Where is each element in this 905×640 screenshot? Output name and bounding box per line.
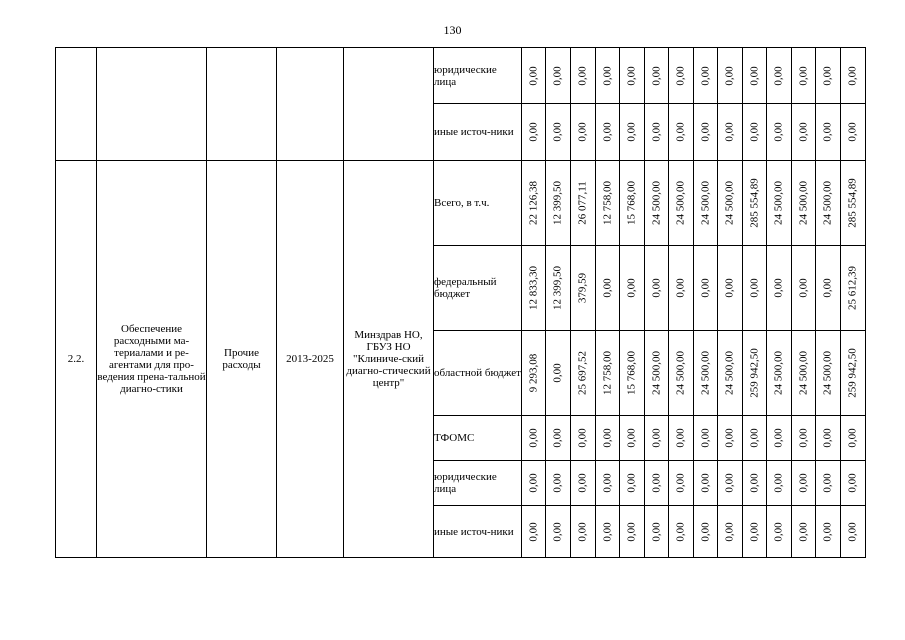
value-cell — [841, 104, 866, 161]
source-label: иные источ-ники — [434, 104, 522, 161]
value-text: 0,00 — [576, 521, 589, 542]
value-text: 0,00 — [846, 428, 859, 448]
value-cell — [792, 416, 816, 461]
value-cell — [669, 461, 694, 506]
value-text: 285 554,89 — [846, 178, 859, 228]
value-text: 0,00 — [527, 473, 539, 493]
value-text: 0,00 — [625, 428, 638, 448]
value-cell — [620, 461, 645, 506]
value-text: 0,00 — [772, 473, 785, 493]
value-cell — [522, 104, 546, 161]
value-cell — [792, 246, 816, 331]
value-cell — [596, 246, 620, 331]
value-text: 0,00 — [821, 122, 834, 142]
executor: Минздрав НО, ГБУЗ НО "Клиниче-ский диагно-стический центр" — [344, 161, 434, 558]
value-cell — [694, 161, 718, 246]
value-cell — [767, 461, 792, 506]
value-cell — [596, 104, 620, 161]
value-cell — [596, 331, 620, 416]
value-cell — [743, 104, 767, 161]
empty-cell — [97, 48, 207, 161]
value-cell — [694, 506, 718, 558]
value-text: 285 554,89 — [748, 178, 760, 228]
value-cell — [620, 331, 645, 416]
empty-cell — [207, 48, 277, 161]
value-cell — [571, 461, 596, 506]
value-text: 0,00 — [846, 473, 859, 493]
source-label: юридические лица — [434, 48, 522, 104]
value-text: 12 399,50 — [551, 181, 564, 225]
value-cell — [694, 246, 718, 331]
value-cell — [546, 104, 571, 161]
value-cell — [816, 48, 841, 104]
value-text: 0,00 — [674, 122, 687, 142]
value-text: 25 697,52 — [576, 351, 589, 395]
value-text: 0,00 — [650, 428, 662, 448]
value-cell — [596, 48, 620, 104]
value-text: 24 500,00 — [650, 351, 662, 395]
value-cell — [620, 246, 645, 331]
value-text: 24 500,00 — [723, 181, 736, 225]
value-text: 0,00 — [650, 521, 662, 542]
value-cell — [841, 161, 866, 246]
value-text: 0,00 — [551, 363, 564, 383]
value-cell — [816, 331, 841, 416]
value-cell — [694, 104, 718, 161]
value-text: 0,00 — [723, 428, 736, 448]
value-cell — [743, 506, 767, 558]
value-cell — [522, 506, 546, 558]
value-cell — [841, 331, 866, 416]
value-text: 0,00 — [576, 473, 589, 493]
value-text: 24 500,00 — [699, 181, 711, 225]
value-cell — [669, 246, 694, 331]
value-text: 0,00 — [601, 473, 613, 493]
value-text: 0,00 — [551, 122, 564, 142]
value-cell — [767, 416, 792, 461]
value-text: 0,00 — [601, 428, 613, 448]
value-cell — [816, 506, 841, 558]
value-cell — [743, 48, 767, 104]
value-text: 0,00 — [625, 122, 638, 142]
value-cell — [767, 506, 792, 558]
value-cell — [841, 506, 866, 558]
value-text: 0,00 — [797, 65, 809, 86]
value-text: 0,00 — [650, 278, 662, 298]
value-cell — [792, 506, 816, 558]
value-cell — [816, 246, 841, 331]
value-text: 24 500,00 — [821, 351, 834, 395]
value-text: 0,00 — [551, 428, 564, 448]
value-text: 0,00 — [527, 65, 539, 86]
value-text: 0,00 — [797, 473, 809, 493]
value-cell — [620, 104, 645, 161]
value-cell — [571, 48, 596, 104]
value-text: 0,00 — [723, 473, 736, 493]
value-text: 0,00 — [772, 65, 785, 86]
value-text: 0,00 — [625, 521, 638, 542]
value-text: 0,00 — [625, 278, 638, 298]
value-cell — [571, 416, 596, 461]
value-cell — [816, 161, 841, 246]
value-cell — [743, 416, 767, 461]
table-row — [56, 48, 866, 104]
value-text: 0,00 — [797, 428, 809, 448]
value-text: 24 500,00 — [674, 181, 687, 225]
value-text: 0,00 — [527, 428, 539, 448]
value-text: 12 833,30 — [527, 266, 539, 310]
value-text: 0,00 — [699, 122, 711, 142]
value-cell — [669, 48, 694, 104]
value-text: 24 500,00 — [650, 181, 662, 225]
value-cell — [718, 104, 743, 161]
value-cell — [816, 416, 841, 461]
value-text: 0,00 — [748, 428, 760, 448]
value-cell — [767, 246, 792, 331]
value-cell — [816, 461, 841, 506]
value-cell — [620, 506, 645, 558]
value-text: 0,00 — [797, 521, 809, 542]
value-text: 25 612,39 — [846, 266, 859, 310]
page-number: 130 — [443, 23, 462, 37]
value-cell — [546, 416, 571, 461]
value-cell — [522, 331, 546, 416]
value-text: 0,00 — [625, 65, 638, 86]
empty-cell — [277, 48, 344, 161]
table-row — [56, 161, 866, 246]
value-cell — [694, 461, 718, 506]
value-cell — [645, 48, 669, 104]
value-cell — [816, 104, 841, 161]
value-cell — [718, 246, 743, 331]
value-cell — [669, 161, 694, 246]
value-cell — [522, 416, 546, 461]
value-cell — [743, 331, 767, 416]
value-text: 0,00 — [772, 521, 785, 542]
value-text: 0,00 — [674, 65, 687, 86]
value-text: 0,00 — [674, 428, 687, 448]
value-cell — [546, 506, 571, 558]
value-text: 0,00 — [846, 521, 859, 542]
value-text: 15 768,00 — [625, 181, 638, 225]
value-cell — [792, 461, 816, 506]
empty-cell — [344, 48, 434, 161]
value-text: 0,00 — [821, 428, 834, 448]
value-cell — [546, 161, 571, 246]
value-cell — [546, 246, 571, 331]
value-text: 0,00 — [772, 122, 785, 142]
value-cell — [694, 48, 718, 104]
source-label: иные источ-ники — [434, 506, 522, 558]
value-cell — [767, 161, 792, 246]
value-text: 0,00 — [674, 473, 687, 493]
value-text: 0,00 — [699, 521, 711, 542]
value-cell — [645, 461, 669, 506]
value-text: 0,00 — [797, 278, 809, 298]
value-cell — [571, 331, 596, 416]
value-cell — [841, 246, 866, 331]
value-cell — [645, 416, 669, 461]
value-text: 0,00 — [748, 278, 760, 298]
empty-cell — [56, 48, 97, 161]
value-text: 0,00 — [527, 521, 539, 542]
value-cell — [571, 506, 596, 558]
value-text: 0,00 — [846, 122, 859, 142]
value-text: 12 758,00 — [601, 181, 613, 225]
value-cell — [792, 331, 816, 416]
value-cell — [645, 506, 669, 558]
value-text: 0,00 — [699, 428, 711, 448]
value-cell — [645, 246, 669, 331]
value-text: 0,00 — [527, 122, 539, 142]
value-text: 0,00 — [576, 65, 589, 86]
value-cell — [841, 461, 866, 506]
value-cell — [522, 461, 546, 506]
value-text: 0,00 — [821, 521, 834, 542]
value-text: 0,00 — [772, 428, 785, 448]
value-text: 0,00 — [821, 65, 834, 86]
value-cell — [522, 246, 546, 331]
value-text: 0,00 — [551, 65, 564, 86]
expense-kind: Прочие расходы — [207, 161, 277, 558]
value-text: 0,00 — [674, 278, 687, 298]
value-text: 24 500,00 — [821, 181, 834, 225]
value-text: 0,00 — [723, 521, 736, 542]
item-name: Обеспечение расходными ма-териалами и ре-агентами для про-ведения прена-тальной диагно-стики — [97, 161, 207, 558]
value-cell — [718, 161, 743, 246]
value-text: 0,00 — [650, 473, 662, 493]
value-cell — [571, 161, 596, 246]
value-text: 24 500,00 — [699, 351, 711, 395]
value-text: 24 500,00 — [723, 351, 736, 395]
value-cell — [743, 246, 767, 331]
value-text: 0,00 — [601, 65, 613, 86]
value-cell — [743, 461, 767, 506]
value-text: 259 942,50 — [748, 348, 760, 398]
value-cell — [669, 104, 694, 161]
source-label: областной бюджет — [434, 331, 522, 416]
value-cell — [546, 331, 571, 416]
value-text: 12 758,00 — [601, 351, 613, 395]
source-label: ТФОМС — [434, 416, 522, 461]
item-number: 2.2. — [56, 161, 97, 558]
value-text: 0,00 — [797, 122, 809, 142]
value-cell — [669, 506, 694, 558]
value-text: 0,00 — [650, 122, 662, 142]
value-cell — [841, 48, 866, 104]
value-text: 24 500,00 — [772, 351, 785, 395]
value-text: 0,00 — [551, 473, 564, 493]
value-text: 24 500,00 — [797, 351, 809, 395]
value-cell — [694, 416, 718, 461]
period: 2013-2025 — [277, 161, 344, 558]
value-cell — [522, 48, 546, 104]
value-cell — [571, 104, 596, 161]
value-cell — [596, 461, 620, 506]
value-text: 0,00 — [723, 278, 736, 298]
value-text: 0,00 — [699, 65, 711, 86]
value-text: 0,00 — [821, 473, 834, 493]
value-text: 24 500,00 — [674, 351, 687, 395]
value-text: 12 399,50 — [551, 266, 564, 310]
value-cell — [620, 161, 645, 246]
value-cell — [546, 48, 571, 104]
value-cell — [718, 331, 743, 416]
value-cell — [546, 461, 571, 506]
value-text: 26 077,11 — [576, 181, 589, 225]
value-cell — [718, 506, 743, 558]
value-text: 0,00 — [772, 278, 785, 298]
value-text: 0,00 — [576, 122, 589, 142]
value-cell — [620, 416, 645, 461]
value-cell — [694, 331, 718, 416]
value-text: 0,00 — [601, 122, 613, 142]
value-text: 259 942,50 — [846, 348, 859, 398]
value-text: 0,00 — [748, 521, 760, 542]
value-cell — [522, 161, 546, 246]
value-cell — [571, 246, 596, 331]
value-cell — [718, 48, 743, 104]
value-text: 24 500,00 — [772, 181, 785, 225]
value-cell — [792, 104, 816, 161]
value-text: 0,00 — [601, 278, 613, 298]
value-cell — [596, 506, 620, 558]
value-text: 22 126,38 — [527, 181, 539, 225]
value-cell — [645, 104, 669, 161]
value-text: 0,00 — [723, 65, 736, 86]
value-cell — [767, 331, 792, 416]
value-cell — [718, 416, 743, 461]
value-cell — [767, 48, 792, 104]
source-label: Всего, в т.ч. — [434, 161, 522, 246]
source-label: юридические лица — [434, 461, 522, 506]
value-text: 0,00 — [601, 521, 613, 542]
value-text: 0,00 — [748, 473, 760, 493]
value-text: 0,00 — [699, 473, 711, 493]
value-text: 0,00 — [748, 122, 760, 142]
source-label: федеральный бюджет — [434, 246, 522, 331]
value-cell — [596, 416, 620, 461]
value-text: 15 768,00 — [625, 351, 638, 395]
value-text: 0,00 — [576, 428, 589, 448]
value-cell — [792, 48, 816, 104]
value-text: 24 500,00 — [797, 181, 809, 225]
value-cell — [743, 161, 767, 246]
value-text: 0,00 — [625, 473, 638, 493]
value-cell — [767, 104, 792, 161]
value-text: 0,00 — [723, 122, 736, 142]
value-cell — [669, 416, 694, 461]
value-cell — [645, 161, 669, 246]
value-text: 0,00 — [699, 278, 711, 298]
value-text: 0,00 — [821, 278, 834, 298]
value-text: 0,00 — [846, 65, 859, 86]
value-text: 0,00 — [674, 521, 687, 542]
value-cell — [669, 331, 694, 416]
value-cell — [718, 461, 743, 506]
value-cell — [792, 161, 816, 246]
value-text: 379,59 — [576, 272, 589, 304]
funding-table — [55, 47, 866, 558]
value-text: 9 293,08 — [527, 353, 539, 393]
value-cell — [841, 416, 866, 461]
value-cell — [596, 161, 620, 246]
value-text: 0,00 — [748, 65, 760, 86]
value-cell — [620, 48, 645, 104]
value-text: 0,00 — [650, 65, 662, 86]
value-text: 0,00 — [551, 521, 564, 542]
value-cell — [645, 331, 669, 416]
